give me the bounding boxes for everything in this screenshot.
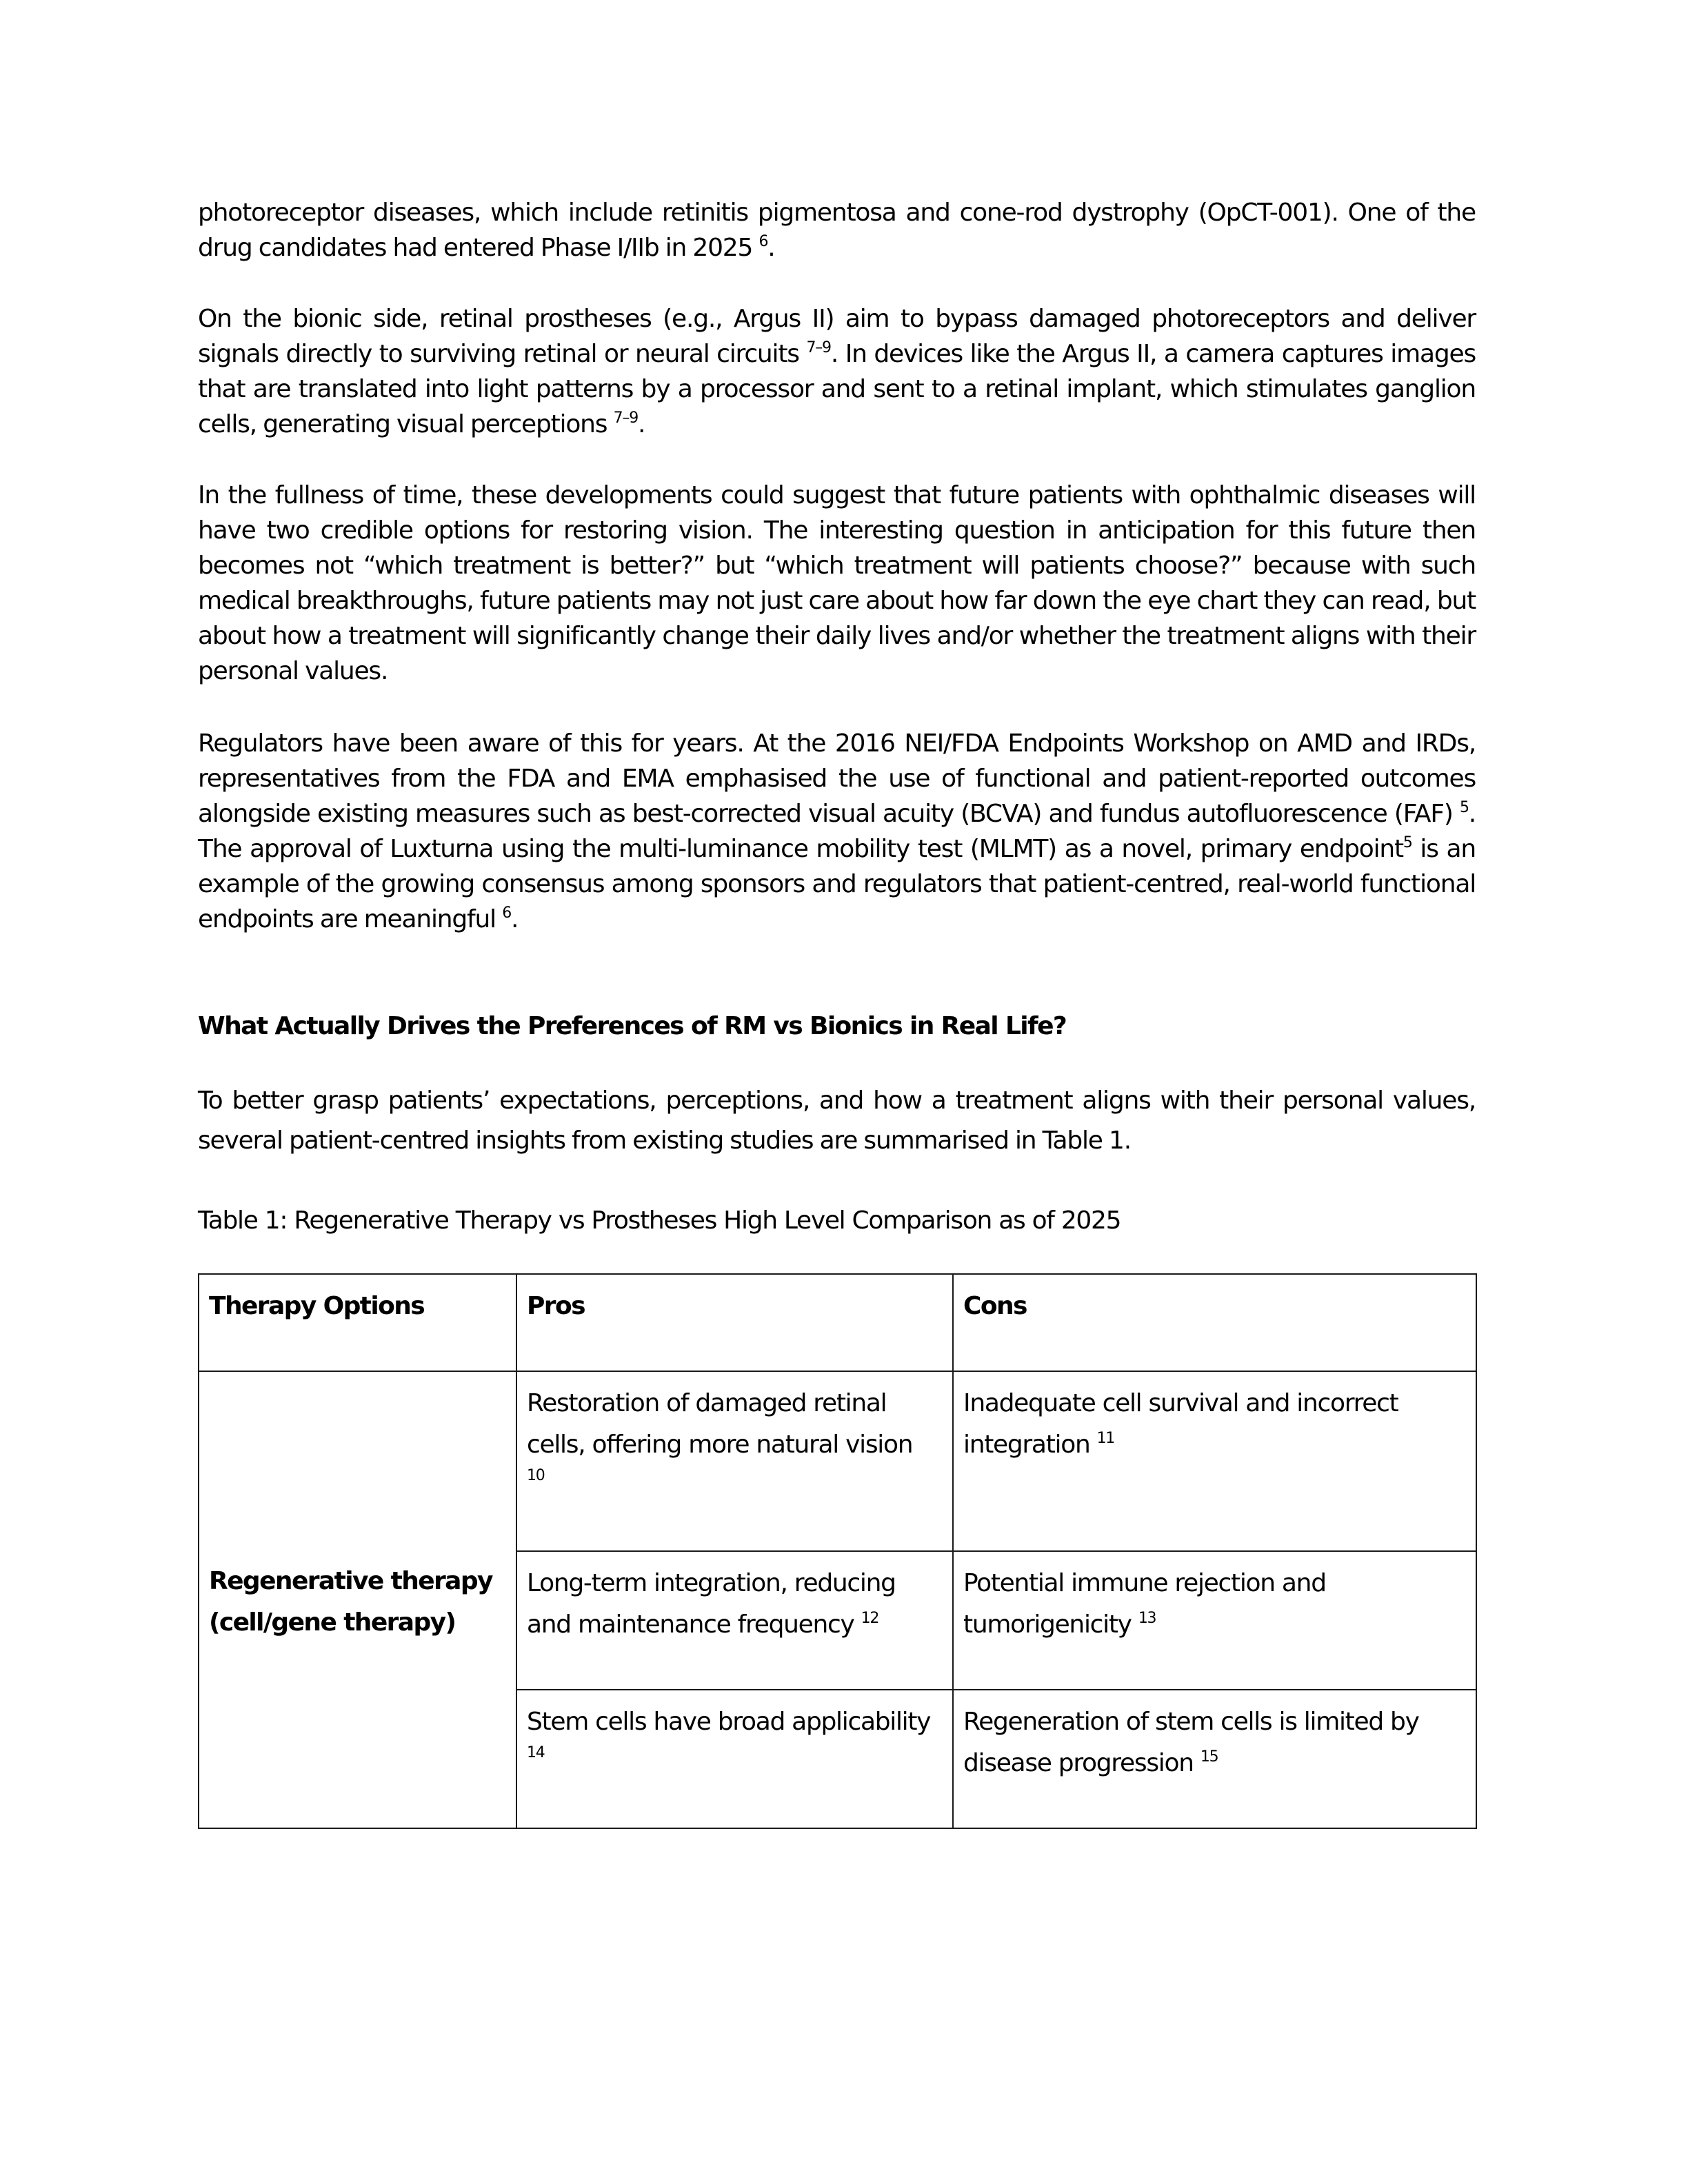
citation: 5 bbox=[1403, 834, 1412, 851]
pro-cell bbox=[516, 1371, 953, 1551]
citation: 7–9 bbox=[806, 339, 831, 356]
comparison-table bbox=[198, 1273, 1477, 1829]
paragraph-regulators bbox=[198, 726, 1476, 937]
citation: 5 bbox=[1459, 799, 1469, 816]
pro-text: Long-term integration, reducing and maintenance frequency bbox=[527, 1569, 896, 1639]
header-therapy-options: Therapy Options bbox=[199, 1274, 516, 1371]
paragraph-fullness-of-time: In the fullness of time, these developments could suggest that future patients with ophthalmic diseases will have two credible options for restoring vision. The interesting question in anticipation for this future then becomes not “which treatment is better?” but “which treatment will patients choose?” because with such medical breakthroughs, future patients may not just care about how far down the eye chart they can read, but about how a treatment will significantly change their daily lives and/or whether the treatment aligns with their personal values. bbox=[198, 481, 1476, 685]
table-header-row bbox=[199, 1274, 1476, 1371]
pro-text: Stem cells have broad applicability bbox=[527, 1708, 931, 1736]
citation: 6 bbox=[502, 904, 512, 922]
citation: 14 bbox=[527, 1744, 545, 1761]
citation: 7–9 bbox=[613, 410, 638, 427]
paragraph-photoreceptor-diseases bbox=[198, 195, 1476, 265]
therapy-option-subtitle: (cell/gene therapy) bbox=[209, 1608, 456, 1637]
header-pros: Pros bbox=[516, 1274, 953, 1371]
punctuation: . bbox=[511, 905, 519, 933]
paragraph-text: . The approval of Luxturna using the multi-luminance mobility test (MLMT) as a novel, primary endpoint bbox=[198, 800, 1476, 863]
paragraph-text: Regulators have been aware of this for years. At the 2016 NEI/FDA Endpoints Workshop on AMD and IRDs, representatives from the FDA and EMA emphasised the use of functional and patient-reported outcomes alongside existing measures such as best-corrected visual acuity (BCVA) and fundus autofluorescence (FAF) bbox=[198, 729, 1476, 828]
therapy-option-name: Regenerative therapy bbox=[209, 1566, 492, 1595]
con-text: Potential immune rejection and tumorigenicity bbox=[963, 1569, 1326, 1639]
citation: 10 bbox=[527, 1467, 545, 1484]
citation: 6 bbox=[758, 233, 768, 250]
con-cell bbox=[953, 1371, 1476, 1551]
table-row bbox=[199, 1371, 1476, 1551]
paragraph-bionic-side bbox=[198, 301, 1476, 442]
con-text: Regeneration of stem cells is limited by disease progression bbox=[963, 1708, 1419, 1777]
pro-cell bbox=[516, 1551, 953, 1690]
con-text: Inadequate cell survival and incorrect integration bbox=[963, 1389, 1398, 1459]
paragraph-text: is an example of the growing consensus among sponsors and regulators that patient-centred, real-world functional endpoints are meaningful bbox=[198, 835, 1476, 933]
citation: 12 bbox=[861, 1610, 879, 1627]
paragraph-text: photoreceptor diseases, which include retinitis pigmentosa and cone-rod dystrophy (OpCT-001). One of the drug candidates had entered Phase I/IIb in 2025 bbox=[198, 199, 1476, 262]
therapy-option-regenerative bbox=[199, 1371, 516, 1828]
con-cell bbox=[953, 1551, 1476, 1690]
citation: 15 bbox=[1200, 1748, 1218, 1766]
punctuation: . bbox=[638, 410, 645, 438]
con-cell bbox=[953, 1690, 1476, 1828]
pro-text: Restoration of damaged retinal cells, offering more natural vision bbox=[527, 1389, 913, 1459]
section-heading: What Actually Drives the Preferences of RM vs Bionics in Real Life? bbox=[198, 1012, 1067, 1040]
citation: 13 bbox=[1138, 1610, 1156, 1627]
table-caption: Table 1: Regenerative Therapy vs Prostheses High Level Comparison as of 2025 bbox=[198, 1206, 1121, 1235]
citation: 11 bbox=[1096, 1430, 1115, 1447]
paragraph-text: On the bionic side, retinal prostheses (e.g., Argus II) aim to bypass damaged photoreceptors and deliver signals directly to surviving retinal or neural circuits bbox=[198, 305, 1476, 368]
section-intro: To better grasp patients’ expectations, perceptions, and how a treatment aligns with their personal values, several patient-centred insights from existing studies are summarised in Table 1. bbox=[198, 1086, 1476, 1155]
header-cons: Cons bbox=[953, 1274, 1476, 1371]
pro-cell bbox=[516, 1690, 953, 1828]
paragraph-text: . In devices like the Argus II, a camera captures images that are translated into light patterns by a processor and sent to a retinal implant, which stimulates ganglion cells, generating visual perceptions bbox=[198, 340, 1476, 438]
punctuation: . bbox=[767, 234, 775, 262]
